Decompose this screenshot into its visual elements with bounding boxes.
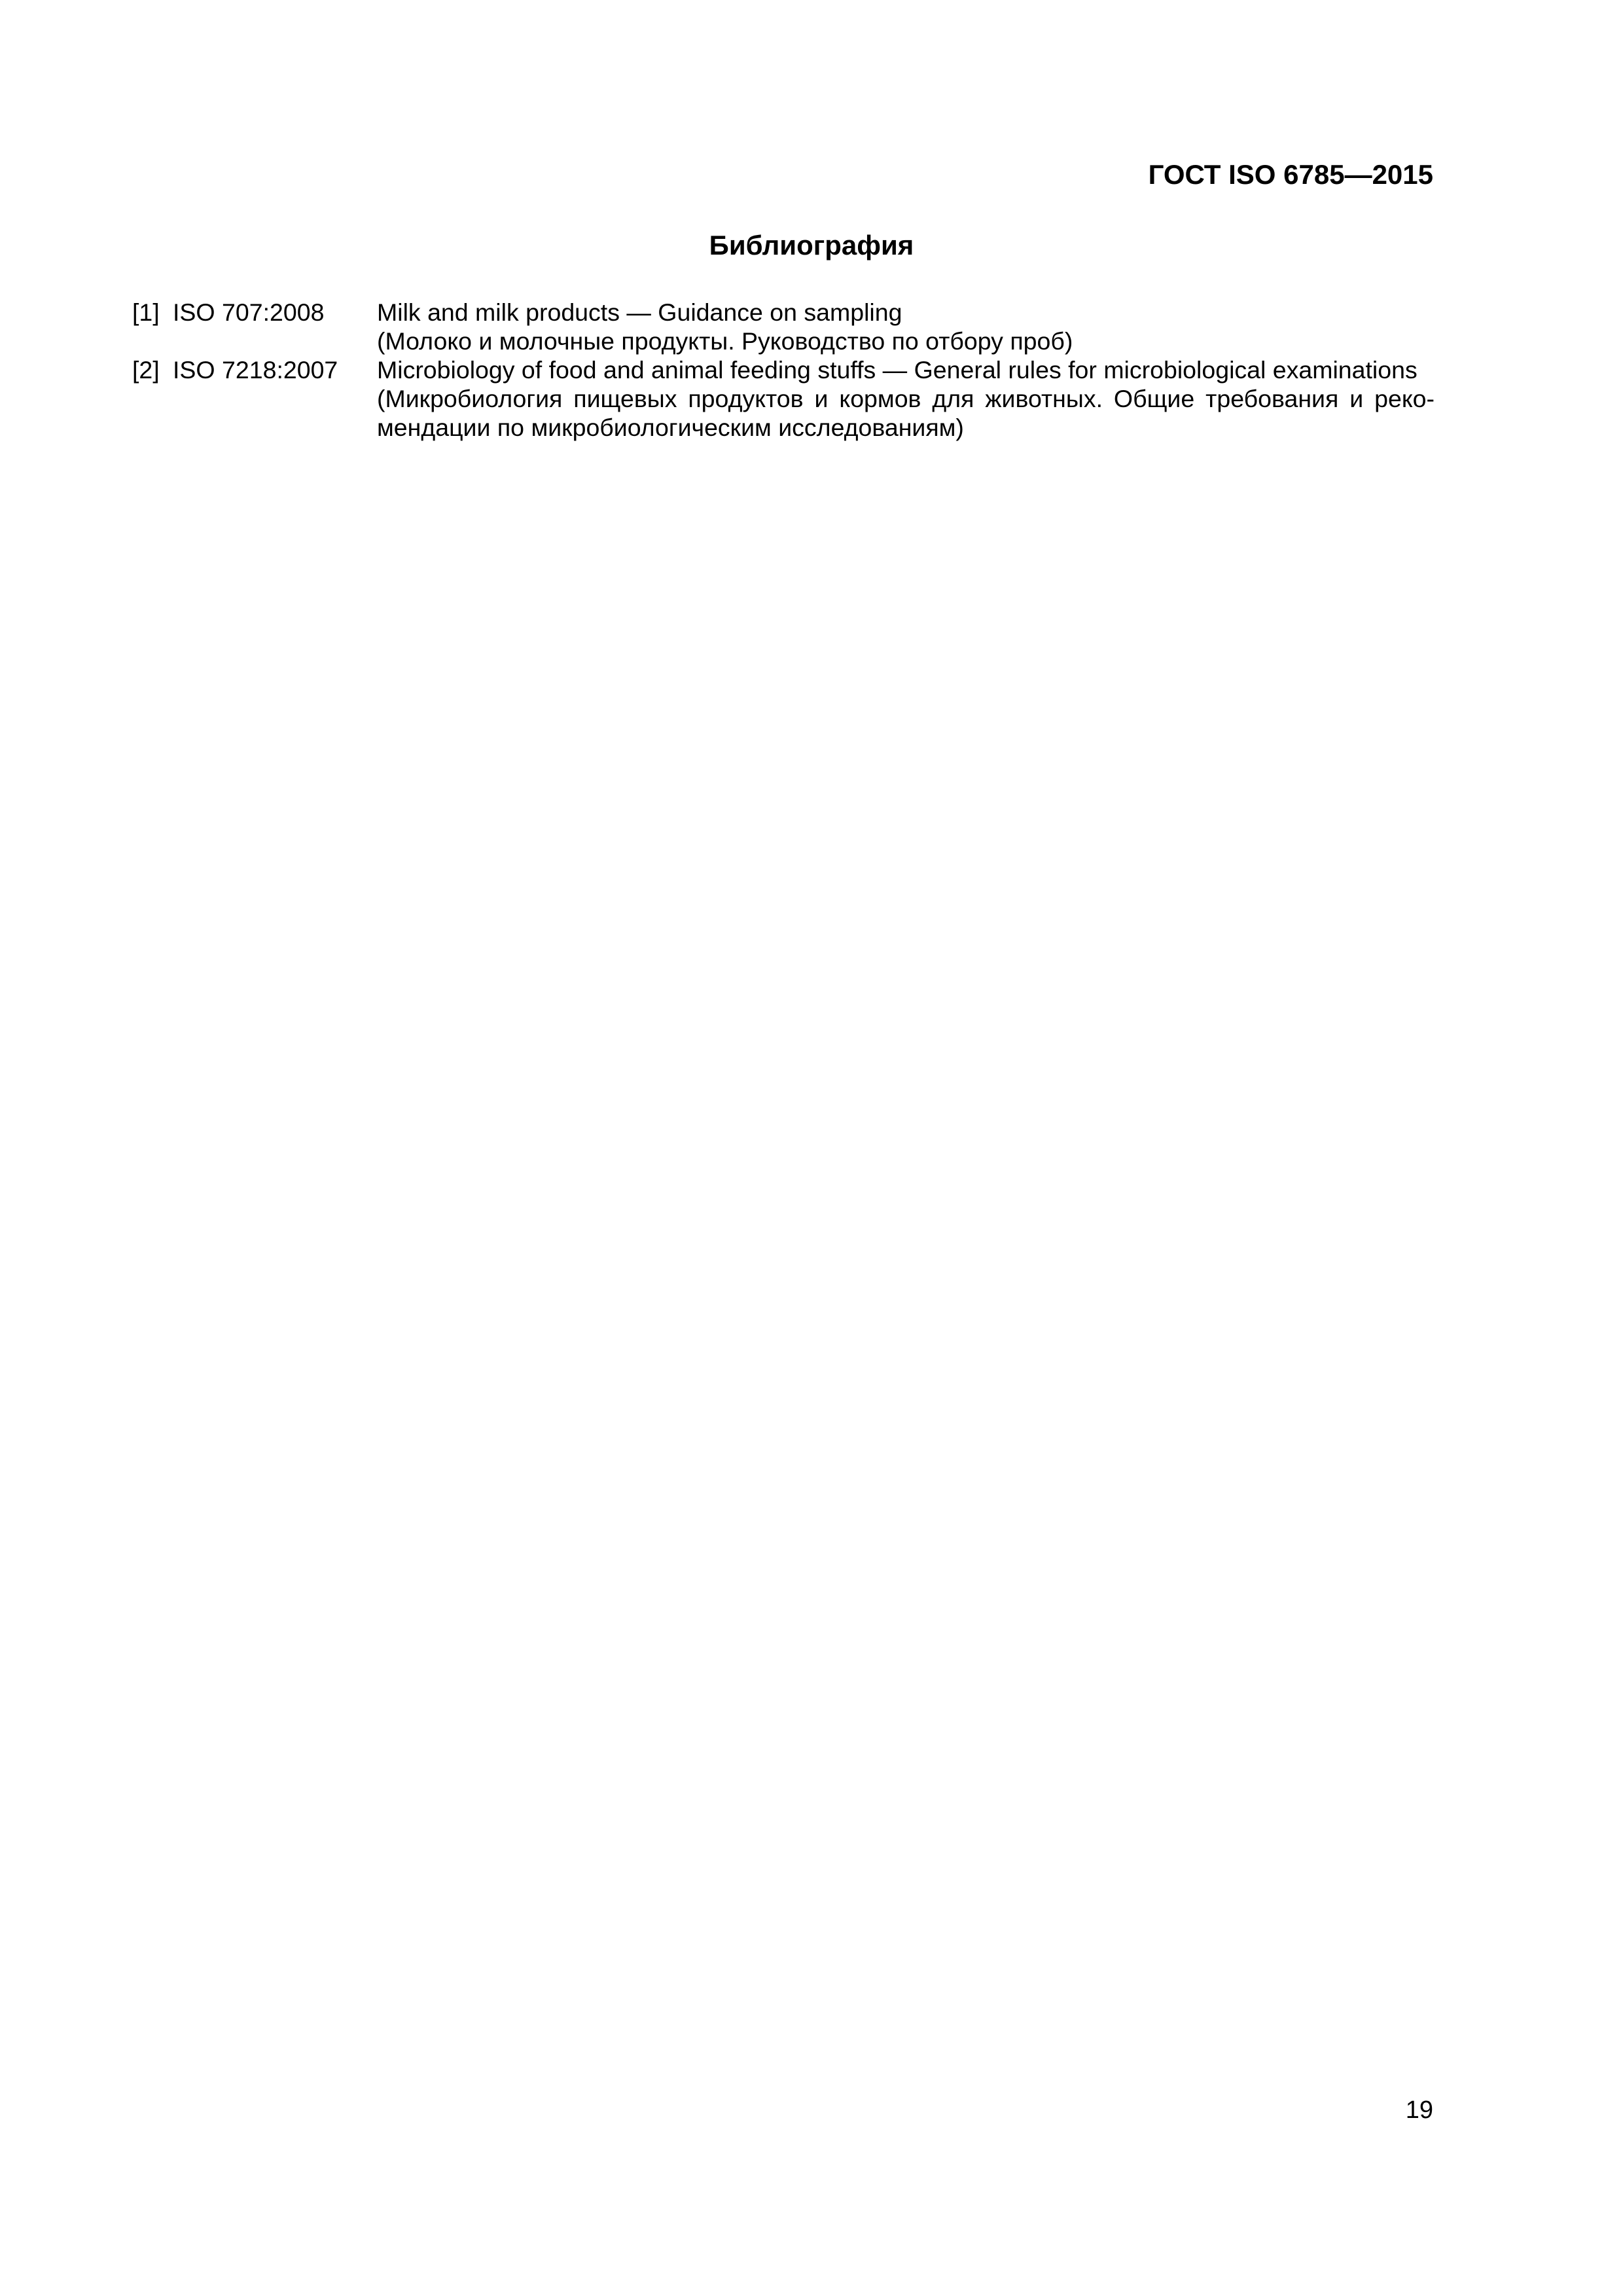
bibliography-list [132,298,1435,442]
entry-body [377,298,1435,355]
section-title: Библиография [709,230,914,260]
document-code: ГОСТ ISO 6785—2015 [1148,159,1433,190]
entry-translation: (Микробиология пищевых продуктов и кормов для животных. Общие требования и рекомендации по микробиологическим исследованиям) [377,385,1435,441]
entry-translation: (Молоко и молочные продукты. Руководство по отбору проб) [377,327,1073,355]
bibliography-entry [132,355,1435,442]
entry-reference: ISO 707:2008 [173,298,325,326]
entry-title: Microbiology of food and animal feeding stuffs — General rules for microbiological examinations [377,356,1418,384]
entry-title: Milk and milk products — Guidance on sampling [377,298,902,326]
page-number: 19 [1405,2096,1433,2124]
bibliography-entry [132,298,1435,355]
entry-body [377,355,1435,442]
entry-reference: ISO 7218:2007 [173,356,338,384]
entry-number: [2] [132,356,160,384]
entry-number: [1] [132,298,160,326]
